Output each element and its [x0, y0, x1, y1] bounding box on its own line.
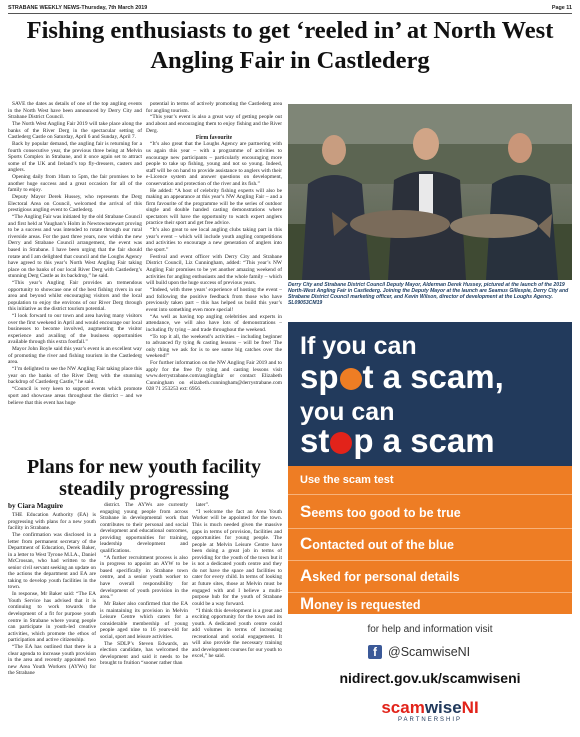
paragraph: Mr Baker also confirmed that the EA is maintaining its provision in Melvin Leisure Centre which caters for a considerable membership of young people aged nine to 16 years-old for social, sport and leisure activities.	[100, 600, 188, 640]
slogan-stop-end: p a scam	[353, 422, 495, 459]
byline: by Ciara Maguire	[8, 502, 63, 510]
paragraph: He added: “A host of celebrity fishing experts will also be making an appearance at this year’s NW Angling Fair – and a firm favourite of the programme will be the series of outdoor single and double handed casting demonstrations where spectators will have the opportunity to watch expert anglers practice their sport and get free advice.	[146, 187, 282, 227]
paragraph: Deputy Mayor Derek Hussey, who represents the Derg Electoral Area on Council, welcomed the arrival of this prestigious angling event to Castlederg.	[8, 194, 142, 214]
main-headline: Fishing enthusiasts to get ‘reeled in’ at North West Angling Fair in Castlederg	[26, 17, 554, 74]
paragraph: The confirmation was disclosed in a letter from permanent secretary of the Department of Education, Derek Baker, in a letter to West Tyrone M.LA., Daniel McCrossan, who had written to the senior civil servant seeking an update on the actions the department and EA are taking to develop youth facilities in the town.	[8, 532, 96, 591]
scam-test-item-2: Contacted out of the blue	[300, 534, 454, 553]
paragraph: “A further recruitment process is also in progress to appoint an AYW to be based specifically in Strabane town centre, and a senior youth worker to have overall responsibility for development of youth provision in the area.”	[100, 554, 188, 601]
paragraph: “This year’s Angling Fair provides an tremendous opportunity to showcase one of the best fishing rivers in our area and beyond whilst encouraging visitors and the local population to enjoy the environs of our River Derg through this initiative as the district tourism potential.	[8, 280, 142, 313]
paragraph: Festival and event officer with Derry City and Strabane District Council, Liz Cunningham, added: “This year’s NW Angling Fair promises to be yet another amazing weekend of activities for angling enthusiasts and the whole family – which will build upon the huge success of previous years.	[146, 253, 282, 287]
scam-test-item-1: Seems too good to be true	[300, 502, 461, 521]
youth-column-1	[8, 512, 96, 734]
slogan-stop-start: st	[300, 422, 330, 459]
advert-slogan-panel	[288, 322, 572, 466]
slogan-line-1: If you can	[300, 332, 417, 360]
website-url: nidirect.gov.uk/scamwiseni	[339, 670, 521, 686]
facebook-handle: @ScamwiseNI	[388, 645, 471, 659]
advert-footer	[288, 614, 572, 734]
logo-subtitle: PARTNERSHIP	[397, 717, 463, 723]
paragraph: In response, Mr Baker said: “The EA Youth Service has advised that it is continuing to work towards the development of a fit for purpose youth centre in Strabane where young people can participate in youth-led creative activities, which promote the ethos of participation and active citizenship.	[8, 591, 96, 644]
paragraph: “To top it all, the weekend’s activities – including beginner to advanced fly tying & casting lessons – will be free! The only thing we ask for is to see some big catches over the weekend!”	[146, 333, 282, 360]
angling-fair-photo	[288, 104, 572, 280]
photo-caption: Derry City and Strabane District Council Deputy Mayor, Alderman Derek Hussey, pictured at the launch of the 2019 North-West Angling Fair in Castlederg. Joining the Deputy Mayor at the launch are Seamus Gillespie, Derry City and Strabane District Council marketing officer, and Kevin Wilson, director of development at the Loughs Agency. SL09053CM19	[288, 282, 569, 306]
youth-headline: Plans for new youth facility steadily progressing	[26, 456, 262, 500]
paragraph: “It’s also great to see local angling clubs taking part in this year’s event – which will include youth angling competitions and activities to encourage a new generation of anglers into the sport.”	[146, 227, 282, 253]
facebook-row	[368, 644, 470, 660]
scamwise-logo: scamwiseNI	[381, 698, 479, 717]
scamwise-advert	[288, 322, 572, 734]
scam-test-panel	[288, 466, 572, 614]
paragraph: “I think this development is a great and exciting opportunity for the town and its youth. A dedicated youth centre could add volumes in terms of increasing recreational and social engagement. It will also provide the necessary training and development courses for our youth to excel,” he said.	[192, 607, 282, 660]
orange-dot-icon	[340, 368, 362, 390]
paragraph: district. The AYWs are currently engaging young people from across Strabane in developmental work that contributes to their personal and social development and educational outcomes, providing opportunities for training, leadership development and qualifications.	[100, 502, 188, 554]
youth-column-2	[100, 502, 188, 734]
paragraph: “The Angling Fair was initiated by the old Strabane Council and first held at Vaughan’s Holm in Newtownstewart proving to be a success and was intended to rotate through our rural riverside areas. For the past three years, now within the new Derry and Strabane Council arrangement, the event was based in Strabane. I have been urging that the fair should rotate and I am delighted that council and the Loughs Agency have agreed to this year’s North West Angling Fair taking place on the banks of our local River Derg with Castlederg’s stunning Derg Castle as its backdrop,” he said.	[8, 214, 142, 280]
paragraph: “As well as having top angling celebrities and experts in attendance, we will also have lots of demonstrations – including fly tying – and trade throughout the weekend.	[146, 313, 282, 333]
youth-column-3	[192, 502, 282, 734]
photo-illustration	[288, 104, 572, 280]
slogan-spot-start: sp	[300, 358, 339, 395]
paragraph: “Indeed, with three years’ experience of hosting the event – and following the positive feedback from those who have previously taken part – this has helped us build this year’s event into something even more special!	[146, 287, 282, 313]
red-dot-icon	[330, 432, 352, 454]
scam-test-title: Use the scam test	[300, 474, 394, 486]
paragraph: Mayor John Boyle said this year’s event is an excellent way of promoting the river and fishing tourism in the Castlederg area.	[8, 346, 142, 366]
paragraph: SAVE the dates as details of one of the top angling events in the North West have been announced by Derry City and Strabane District Council.	[8, 101, 142, 121]
slogan-line-3: you can	[300, 398, 395, 426]
paragraph: Back by popular demand, the angling fair is returning for a fourth consecutive year, the previous three being at Melvin Sports Complex in Strabane, and it once again set to attract some of the UK and Ireland’s top fly-dressers, casters and anglers.	[8, 141, 142, 174]
page-number: Page 11	[551, 5, 572, 11]
paragraph: Opening daily from 10am to 5pm, the fair promises to be another huge success and a great occasion for all of the family to enjoy.	[8, 174, 142, 194]
scam-test-item-3: Asked for personal details	[300, 566, 460, 585]
facebook-icon: f	[368, 645, 382, 659]
paragraph: Firm favourite	[195, 134, 233, 141]
paragraph: “Council is very keen to support events which promote sport and showcase areas throughout the district – and we believe that this event has huge	[8, 386, 142, 406]
article-column-1	[8, 101, 142, 455]
article-column-2	[146, 101, 282, 455]
paragraph: “I look forward to our town and area having many visitors over the first weekend in April and would encourage our local businesses to become involved, augmenting the visitor experience and availing of the business opportunities available through this extra footfall.”	[8, 313, 142, 346]
publication-date: STRABANE WEEKLY NEWS-Thursday, 7th March 2019	[8, 5, 148, 11]
paragraph: “I’m delighted to see the NW Angling Fair taking place this year on the banks of the River Derg with the stunning backdrop of Castlederg Castle,” he said.	[8, 366, 142, 386]
slogan-line-4	[300, 422, 495, 460]
paragraph: “I welcome the fact an Area Youth Worker will be appointed for the town. This is much needed given the massive gaps in terms of provision, facilities and opportunities for young people. The people at Melvin Leisure Centre have been doing a great job in terms of providing for the youth of the town but it is not a dedicated youth centre and they do not have the space and facilities to cater for every child. In terms of looking at future sites, those at Melvin must be engaged with and I believe a multi-purpose hub for the youth of Strabane could be a way forward.	[192, 508, 282, 607]
paragraph: For further information on the NW Angling Fair 2019 and to apply for the free fly tying and casting lessons visit www.derrystrabane.com/anglingfair or contact Elizabeth Cunningham on elizabeth.cunningham@derrystrabane.com 028 71 253253 ext: 6956.	[146, 360, 282, 393]
help-text: for help and information visit	[367, 624, 493, 635]
masthead	[8, 4, 572, 14]
slogan-spot-end: t a scam,	[362, 358, 504, 395]
slogan-line-2	[300, 358, 504, 396]
paragraph: potential in terms of actively promoting the Castlederg area for angling tourism.	[146, 101, 282, 114]
paragraph: “The EA has outlined that there is a clear agenda to increase youth provision in the area and recently appointed two new Area Youth Workers (AYWs) for the Strabane	[8, 644, 96, 677]
paragraph: The North West Angling Fair 2019 will take place along the banks of the River Derg in the spectacular setting of Castlederg Castle on Saturday, April 6 and Sunday, April 7.	[8, 121, 142, 141]
paragraph: later”.	[196, 502, 210, 508]
paragraph: “It’s also great that the Loughs Agency are partnering with us again this year – with a programme of activities to encourage new participants – particularly encouraging more people to take up fishing, young and not so young. Indeed, staff will be on hand to provide assistance to anglers with their e-Licence system and answer questions on development, conservation and protection of the river and its fish.”	[146, 141, 282, 187]
paragraph: “This year’s event is also a great way of getting people out and about and encouraging them to enjoy fishing and the River Derg.	[146, 114, 282, 134]
scam-test-item-4: Money is requested	[300, 594, 421, 613]
paragraph: THE Education Authority (EA) is progressing with plans for a new youth facility in Strabane.	[8, 512, 96, 532]
paragraph: The SDLP’s Steven Edwards, an election candidate, has welcomed the development and said it needs to be brought to fruition “sooner rather than	[100, 640, 188, 667]
